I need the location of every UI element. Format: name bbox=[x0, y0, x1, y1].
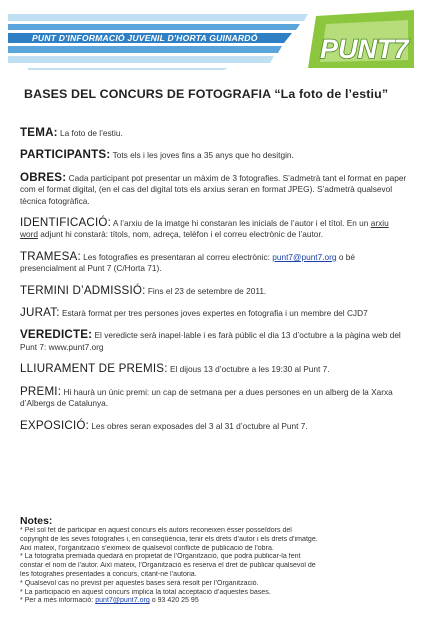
note-line: copyright de les seves fotografies i, en conseqüència, tenir els drets d’autor i els drets d’imatge. bbox=[20, 535, 318, 543]
contact-email-link[interactable]: punt7@punt7.org bbox=[95, 597, 150, 605]
punt7-logo bbox=[308, 10, 414, 68]
section-termini bbox=[20, 285, 408, 297]
header-banner bbox=[8, 10, 414, 70]
org-name: PUNT D'INFORMACIÓ JUVENIL D'HORTA GUINARDÓ bbox=[32, 33, 258, 43]
section-text-word: arxiu word bbox=[20, 218, 389, 240]
note-line: * La participació en aquest concurs implica la total acceptació d’aquestes bases. bbox=[20, 588, 271, 596]
section-text: o bé presencialment al Punt 7 (C/Horta 71). bbox=[20, 251, 355, 274]
section-text: Les fotografies es presentaran al correu electrònic: bbox=[80, 251, 273, 262]
section-text: adjunt hi constarà: títols, nom, adreça, telèfon i el correu electrònic de l’autor. bbox=[37, 229, 323, 240]
section-label: TRAMESA: bbox=[20, 249, 81, 263]
rules-sections bbox=[20, 127, 408, 442]
note-line: les fotografies presentades a concurs, citant-ne l’autoria. bbox=[20, 570, 197, 578]
section-text: El veredicte serà inapel·lable i es farà públic el dia 13 d’octubre a la pàgina web del Punt 7: www.punt7.org bbox=[20, 330, 401, 352]
section-lliurament bbox=[20, 363, 408, 375]
section-jurat bbox=[20, 307, 408, 319]
section-text: La foto de l’estiu. bbox=[57, 128, 123, 138]
section-text: Estarà format per tres persones joves expertes en fotografia i un membre del CJD7 bbox=[59, 308, 368, 319]
section-label: TERMINI D’ADMISSIÓ: bbox=[20, 283, 146, 297]
section-label: PARTICIPANTS: bbox=[20, 148, 111, 162]
logo-text: PUNT7 bbox=[320, 34, 409, 64]
note-line: * Pel sol fet de participar en aquest concurs els autors reconeixen ésser posseïdors del bbox=[20, 527, 292, 534]
contact-prefix: * Per a més informació: bbox=[20, 597, 96, 605]
section-identificacio bbox=[20, 217, 408, 241]
document-title: BASES DEL CONCURS DE FOTOGRAFIA “La foto de l’estiu” bbox=[24, 87, 389, 101]
section-text: Cada participant pot presentar un màxim de 3 fotografies. S’admetrà tant el format en paper com el format digital, (en el cas del digital tots els arxius seran en format JPEG). S’admetrà qualsevol tècnica fotogràfica. bbox=[20, 172, 407, 206]
section-obres bbox=[20, 172, 408, 207]
section-veredicte bbox=[20, 329, 408, 353]
notes-block bbox=[20, 516, 410, 606]
section-label: TEMA: bbox=[20, 126, 58, 139]
section-label: IDENTIFICACIÓ: bbox=[20, 216, 112, 230]
section-label: PREMI: bbox=[20, 384, 62, 398]
contact-phone: o 93 420 25 95 bbox=[149, 597, 199, 605]
note-line: Així mateix, l’organització s’eximeix de qualsevol conflicte de publicació de l’obra. bbox=[20, 544, 274, 552]
note-line: * La fotografia premiada quedarà en propietat de l’Organització, que podrà publicar-la fent bbox=[20, 553, 301, 561]
note-line: constar el nom de l’autor. Així mateix, l’Organització es reserva el dret de publicar qualsevol de bbox=[20, 562, 316, 570]
section-label: VEREDICTE: bbox=[20, 328, 93, 342]
section-text: Les obres seran exposades del 3 al 31 d’octubre al Punt 7. bbox=[89, 420, 308, 431]
section-label: JURAT: bbox=[20, 306, 60, 320]
section-label: EXPOSICIÓ: bbox=[20, 418, 90, 432]
notes-title: Notes: bbox=[20, 516, 53, 527]
note-line: * Qualsevol cas no previst per aquestes bases serà resolt per l’Organització. bbox=[20, 579, 259, 587]
section-participants bbox=[20, 149, 408, 161]
section-tema bbox=[20, 127, 408, 139]
section-label: LLIURAMENT DE PREMIS: bbox=[20, 362, 168, 376]
section-text: El dijous 13 d’octubre a les 19:30 al Punt 7. bbox=[167, 364, 330, 375]
section-text: A l’arxiu de la imatge hi constaran les inicials de l’autor i el títol. En un bbox=[111, 218, 371, 229]
note-contact-line bbox=[20, 597, 410, 606]
section-premi bbox=[20, 386, 408, 410]
section-text: Hi haurà un únic premi: un cap de setmana per a dues persones en un alberg de la Xarxa d’Albergs de Catalunya. bbox=[20, 386, 393, 409]
section-exposicio bbox=[20, 420, 408, 432]
section-text: Fins el 23 de setembre de 2011. bbox=[145, 285, 267, 296]
tramesa-email-link[interactable]: punt7@punt7.org bbox=[272, 251, 337, 262]
section-tramesa bbox=[20, 251, 408, 275]
section-text: Tots els i les joves fins a 35 anys que ho desitgin. bbox=[110, 150, 294, 161]
section-label: OBRES: bbox=[20, 170, 67, 184]
